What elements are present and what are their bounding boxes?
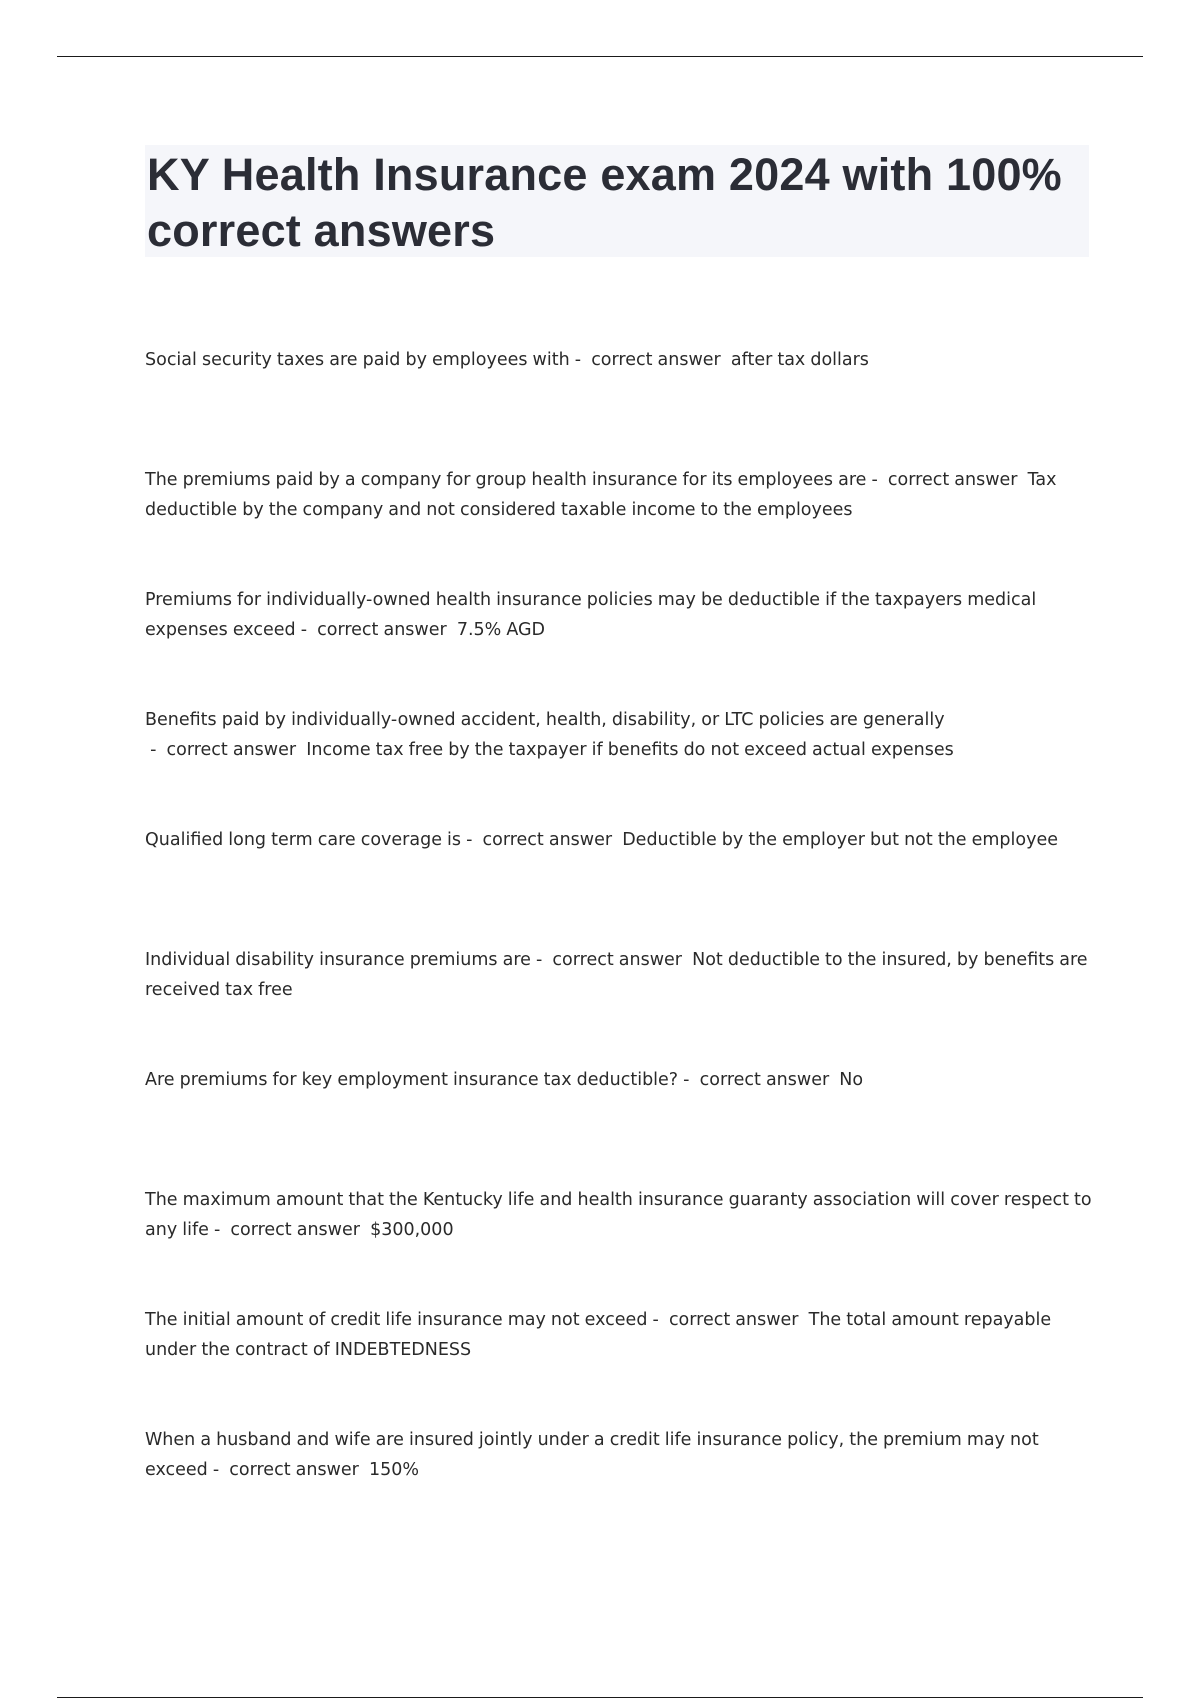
answer-separator: - correct answer (866, 470, 1028, 490)
answer-separator: - correct answer (569, 350, 731, 370)
qa-item (145, 345, 1095, 465)
answer: Deductible by the employer but not the employee (622, 830, 1058, 850)
answer: 150% (368, 1460, 419, 1480)
answer-separator: - correct answer (530, 950, 693, 970)
top-rule (57, 56, 1143, 57)
qa-item (145, 1185, 1095, 1305)
answer-separator: - correct answer (461, 830, 623, 850)
question: Are premiums for key employment insurance tax deductible? (145, 1070, 679, 1090)
question: Qualified long term care coverage is (145, 830, 462, 850)
answer-separator: - correct answer (295, 620, 457, 640)
question: When a husband and wife are insured jointly under a credit life insurance policy, the premium may not exceed (145, 1430, 1039, 1480)
answer: No (839, 1070, 864, 1090)
question: Individual disability insurance premiums are (145, 950, 531, 970)
qa-list (145, 345, 1095, 1545)
question: Premiums for individually-owned health insurance policies may be deductible if the taxpayers medical expenses exceed (145, 590, 1037, 640)
answer-separator: - correct answer (207, 1460, 369, 1480)
answer: after tax dollars (730, 350, 869, 370)
document-title: KY Health Insurance exam 2024 with 100% correct answers (147, 149, 1062, 256)
qa-item (145, 945, 1095, 1065)
answer: Tax deductible by the company and not considered taxable income to the employees (145, 470, 1057, 520)
qa-item (145, 1425, 1095, 1545)
answer: Income tax free by the taxpayer if benefits do not exceed actual expenses (306, 740, 954, 760)
title-banner (145, 145, 1089, 257)
answer: Not deductible to the insured, by benefits are received tax free (145, 950, 1088, 1000)
question: The premiums paid by a company for group health insurance for its employees are (145, 470, 867, 490)
question: The initial amount of credit life insurance may not exceed (145, 1310, 648, 1330)
answer-separator: - correct answer (208, 1220, 371, 1240)
answer-separator: - correct answer (647, 1310, 809, 1330)
qa-item (145, 585, 1095, 705)
qa-item (145, 1305, 1095, 1425)
qa-item (145, 1065, 1095, 1185)
qa-item (145, 825, 1095, 945)
qa-item (145, 465, 1095, 585)
answer: 7.5% AGD (456, 620, 546, 640)
answer-separator: - correct answer (678, 1070, 840, 1090)
answer: $300,000 (370, 1220, 454, 1240)
question: Benefits paid by individually-owned accident, health, disability, or LTC policies are generally (145, 710, 945, 730)
qa-item (145, 705, 1095, 825)
bottom-rule (57, 1697, 1143, 1698)
answer: The total amount repayable under the contract of INDEBTEDNESS (145, 1310, 1052, 1360)
answer-separator: - correct answer (145, 740, 307, 760)
question: The maximum amount that the Kentucky life and health insurance guaranty association will cover respect to any life (145, 1190, 1092, 1240)
question: Social security taxes are paid by employees with (145, 350, 570, 370)
